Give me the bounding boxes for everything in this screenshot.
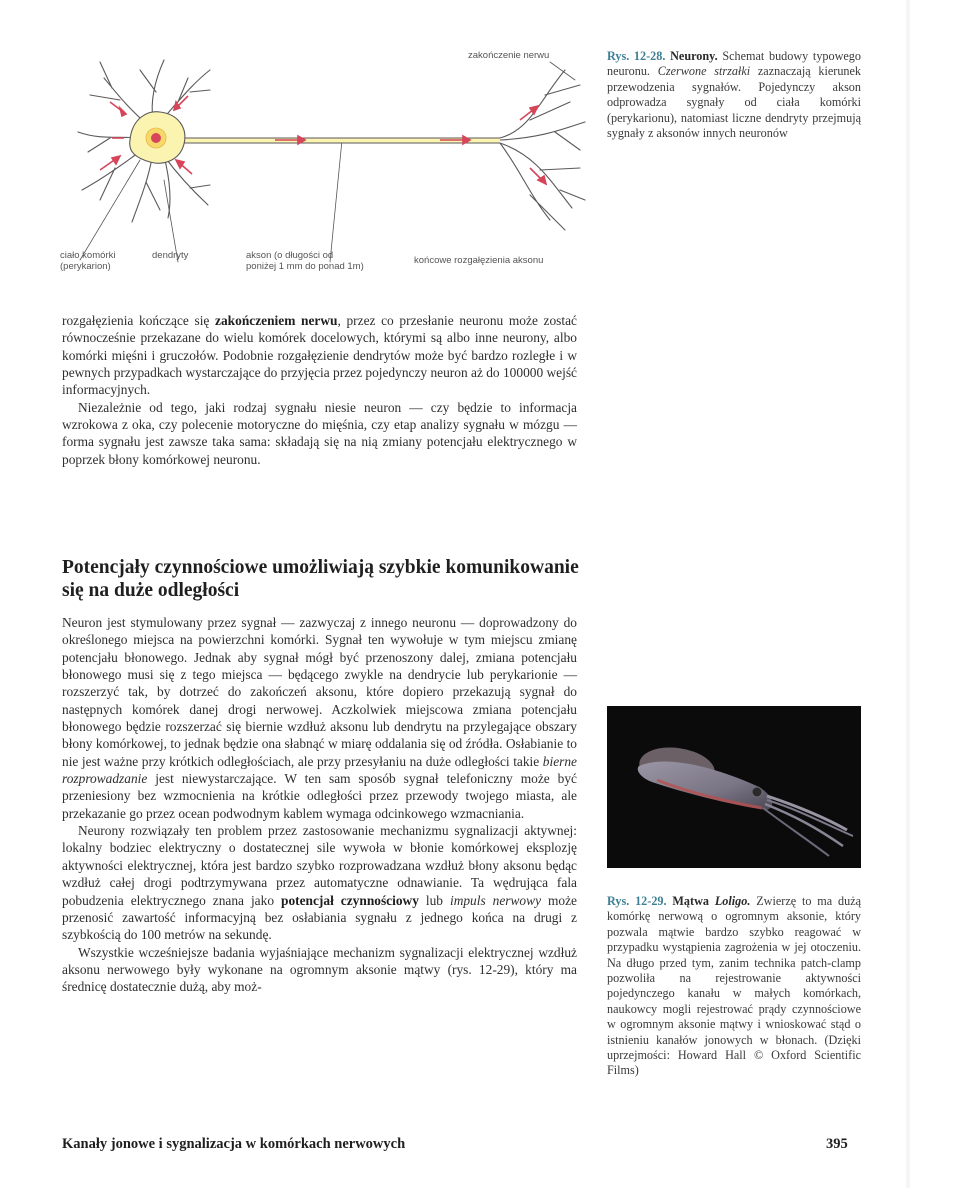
- text-run: lub: [418, 892, 450, 908]
- text-run: Neurony rozwiązały ten problem przez zastosowanie mechanizmu sygnalizacji aktywnej: lokalny bodziec elektryczny o dostatecznej sile wywoła w błonie komórkowej eksplozję aktywności elektrycznej, która jest bardzo szybko rozprowadzana wzdłuż błony aksonu będąc wzdłuż całej drogi podtrzymywana przez automatyczne odnawianie. Ta wędrująca fala pobudzenia elektrycznego znana jako: [62, 823, 577, 908]
- label-cell-body-perikaryon: (perykarion): [60, 261, 111, 272]
- paragraph: [62, 312, 577, 399]
- caption-title: Mątwa: [672, 894, 709, 908]
- italic-term: bierne rozprowadzanie: [62, 753, 577, 787]
- text-run: Neuron jest stymulowany przez sygnał — zazwyczaj z innego neuronu — doprowadzony do określonego miejsca na powierzchni komórki. Sygnał ten wywołuje w tym miejscu zmianę potencjału błonowego. Jednak aby sygnał mógł być przenoszony dalej, zmiana potencjału błonowego musi się z tego miejsca — będącego zwykle na dendrycie lub perykarionie — rozszerzyć tak, by dotrzeć do zakończeń aksonu, które dopiero przekazują sygnał do następnych komórek danej drogi nerwowej. Aczkolwiek miejscowa zmiana potencjału błonowego będzie rozszerzać się biernie wzdłuż aksonu lub dendrytu na przylegające obszary błony komórkowej, to jednak będzie ona słabnąć w miarę oddalania się od źródła. Osłabianie to nie jest ważne przy krótkich odległościach, ale przy przesyłaniu na duże odległości takie: [62, 615, 577, 769]
- figure-caption-12-29: [607, 894, 861, 1079]
- text-run: , przez co przesłanie neuronu może zostać równocześnie przekazane do wielu komórek docelowych, którymi są albo inne neurony, albo komórki mięśni i gruczołów. Podobnie rozgałęzienie dendrytów może być bardzo rozległe i w pewnych przypadkach wystarczające do przyjęcia przez pojedynczy neuron aż do 100000 wejść informacyjnych.: [62, 313, 578, 398]
- caption-number: Rys. 12-28.: [607, 49, 666, 63]
- paragraph: Niezależnie od tego, jaki rodzaj sygnału niesie neuron — czy będzie to informacja wzrokowa z oka, czy polecenie motoryczne do mięśnia, czy etap analizy sygnału w mózgu — forma sygnału jest zawsze taka sama: składają się na nią zmiany potencjału elektrycznego w poprzek błony komórkowej neuronu.: [62, 399, 577, 467]
- text-run: rozgałęzienia kończące się: [62, 313, 216, 328]
- neuron-diagram: [60, 40, 600, 280]
- squid-illustration: [607, 706, 861, 868]
- label-axon: akson (o długości od: [246, 250, 334, 261]
- page-number: 395: [826, 1136, 848, 1152]
- nucleolus: [151, 133, 161, 143]
- caption-title: Neurony.: [670, 49, 718, 63]
- caption-italic: Czerwone strzałki: [657, 64, 751, 79]
- body-text-main: [62, 614, 577, 996]
- page-gutter-shadow: [905, 0, 911, 1188]
- text-run: jest niewystarczające. W ten sam sposób sygnał telefoniczny może być przeniesiony bez wzmocnienia na krótkie odległości przez przewody twojego miasta, ale przekazanie go przez ocean podwodnym kablem wymaga odcinkowego wzmacniania.: [62, 771, 577, 821]
- caption-text: Schemat budowy typowego neuronu.: [607, 49, 861, 79]
- squid-photo: [607, 706, 861, 868]
- figure-caption-12-28: [607, 49, 861, 141]
- caption-text: zaznaczają kierunek przewodzenia sygnałów. Pojedynczy akson odprowadza sygnały od ciała komórki (perykarionu), natomiast liczne dendryty przejmują sygnały z aksonów innych neuronów: [607, 64, 862, 141]
- caption-number: Rys. 12-29.: [607, 894, 667, 908]
- label-cell-body: ciało komórki: [60, 250, 116, 261]
- running-footer-title: Kanały jonowe i sygnalizacja w komórkach nerwowych: [62, 1136, 406, 1152]
- caption-text: Zwierzę to ma dużą komórkę nerwową o ogromnym aksonie, który pozwala mątwie bardzo szybko reagować w przypadku wystąpienia zagrożenia w jej otoczeniu. Na długo przed tym, zanim technika patch-clamp pozwoliła na rejestrowanie aktywności pojedynczego kanału w małych komórkach, naukowcy mogli rejestrować prądy czynnościowe w ogromnym aksonie mątwy i wnioskować stąd o istnieniu kanałów jonowych w błonach. (Dzięki uprzejmości: Howard Hall © Oxford Scientific Films): [607, 894, 862, 1078]
- paragraph: [62, 614, 577, 822]
- paragraph: [62, 822, 577, 943]
- paragraph: Wszystkie wcześniejsze badania wyjaśniające mechanizm sygnalizacji elektrycznej wzdłuż aksonu nerwowego były wykonane na ogromnym aksonie mątwy (rys. 12-29), który ma średnicę dostatecznie dużą, aby moż-: [62, 944, 577, 995]
- body-text-top: [62, 312, 577, 468]
- label-nerve-ending: zakończenie nerwu: [468, 50, 550, 61]
- section-heading: Potencjały czynnościowe umożliwiają szybkie komunikowanie się na duże odległości: [62, 557, 579, 601]
- text-run: może przenosić zawartość informacyjną bez osłabiania sygnału z jednego końca na drugi z szybkością do 100 metrów na sekundę.: [62, 892, 577, 943]
- label-dendrites: dendryty: [152, 250, 189, 261]
- caption-title-italic: Loligo.: [714, 894, 751, 908]
- label-terminal-branches: końcowe rozgałęzienia aksonu: [414, 255, 544, 266]
- label-axon-length: poniżej 1 mm do ponad 1m): [246, 261, 364, 272]
- italic-term: impuls nerwowy: [449, 892, 542, 908]
- bold-term: zakończeniem nerwu: [215, 313, 338, 328]
- bold-term: potencjał czynnościowy: [281, 892, 419, 908]
- neuron-illustration: [60, 40, 600, 280]
